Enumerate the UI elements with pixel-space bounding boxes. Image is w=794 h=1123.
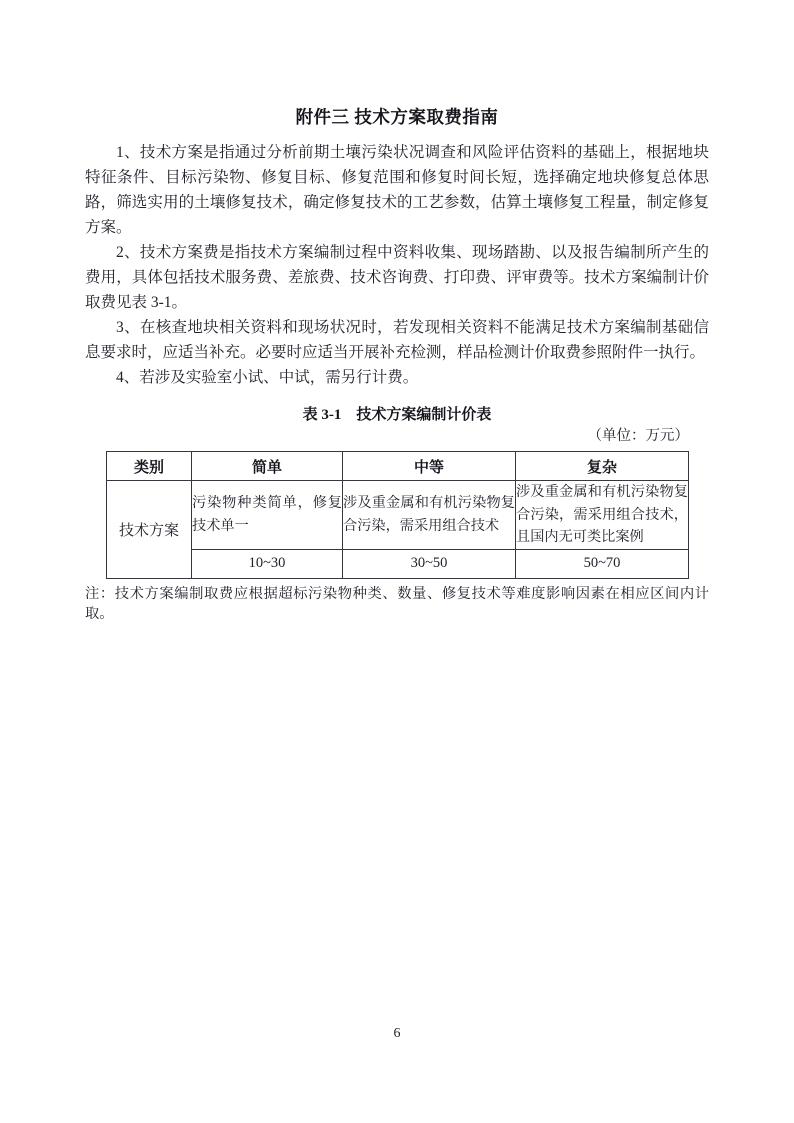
range-simple: 10~30 (192, 549, 343, 578)
col-header-complex: 复杂 (516, 452, 689, 481)
paragraph-2: 2、技术方案费是指技术方案编制过程中资料收集、现场踏勘、以及报告编制所产生的费用，具体包括技术服务费、差旅费、技术咨询费、打印费、评审费等。技术方案编制计价取费见表 3-1。 (85, 244, 709, 311)
document-title: 附件三 技术方案取费指南 (295, 107, 499, 127)
row-label-cell: 技术方案 (107, 481, 192, 579)
col-header-simple: 简单 (192, 452, 343, 481)
footnote: 注：技术方案编制取费应根据超标污染物种类、数量、修复技术等难度影响因素在相应区间内计取。 (85, 585, 709, 622)
page-number: 6 (393, 1026, 401, 1041)
range-complex: 50~70 (516, 549, 689, 578)
paragraph-3: 3、在核查地块相关资料和现场状况时，若发现相关资料不能满足技术方案编制基础信息要求时，应适当补充。必要时应适当开展补充检测，样品检测计价取费参照附件一执行。 (85, 319, 709, 361)
table-header-row (107, 452, 689, 481)
range-medium: 30~50 (343, 549, 516, 578)
paragraph-4: 4、若涉及实验室小试、中试，需另行计费。 (116, 369, 419, 386)
table-caption: 表 3-1 技术方案编制计价表 (302, 407, 492, 423)
description-simple: 污染物种类简单，修复技术单一 (192, 481, 343, 550)
table-value-row (107, 549, 689, 578)
description-complex: 涉及重金属和有机污染物复合污染，需采用组合技术，且国内无可类比案例 (516, 481, 689, 550)
paragraph-1: 1、技术方案是指通过分析前期土壤污染状况调查和风险评估资料的基础上，根据地块特征条件、目标污染物、修复目标、修复范围和修复时间长短，选择确定地块修复总体思路，筛选实用的土壤修复技术，确定修复技术的工艺参数，估算土壤修复工程量，制定修复方案。 (85, 144, 709, 236)
body-text (85, 140, 709, 390)
unit-label: （单位：万元） (587, 428, 689, 444)
col-header-category: 类别 (107, 452, 192, 481)
col-header-medium: 中等 (343, 452, 516, 481)
table-description-row (107, 481, 689, 550)
pricing-table (106, 451, 689, 579)
description-medium: 涉及重金属和有机污染物复合污染，需采用组合技术 (343, 481, 516, 550)
